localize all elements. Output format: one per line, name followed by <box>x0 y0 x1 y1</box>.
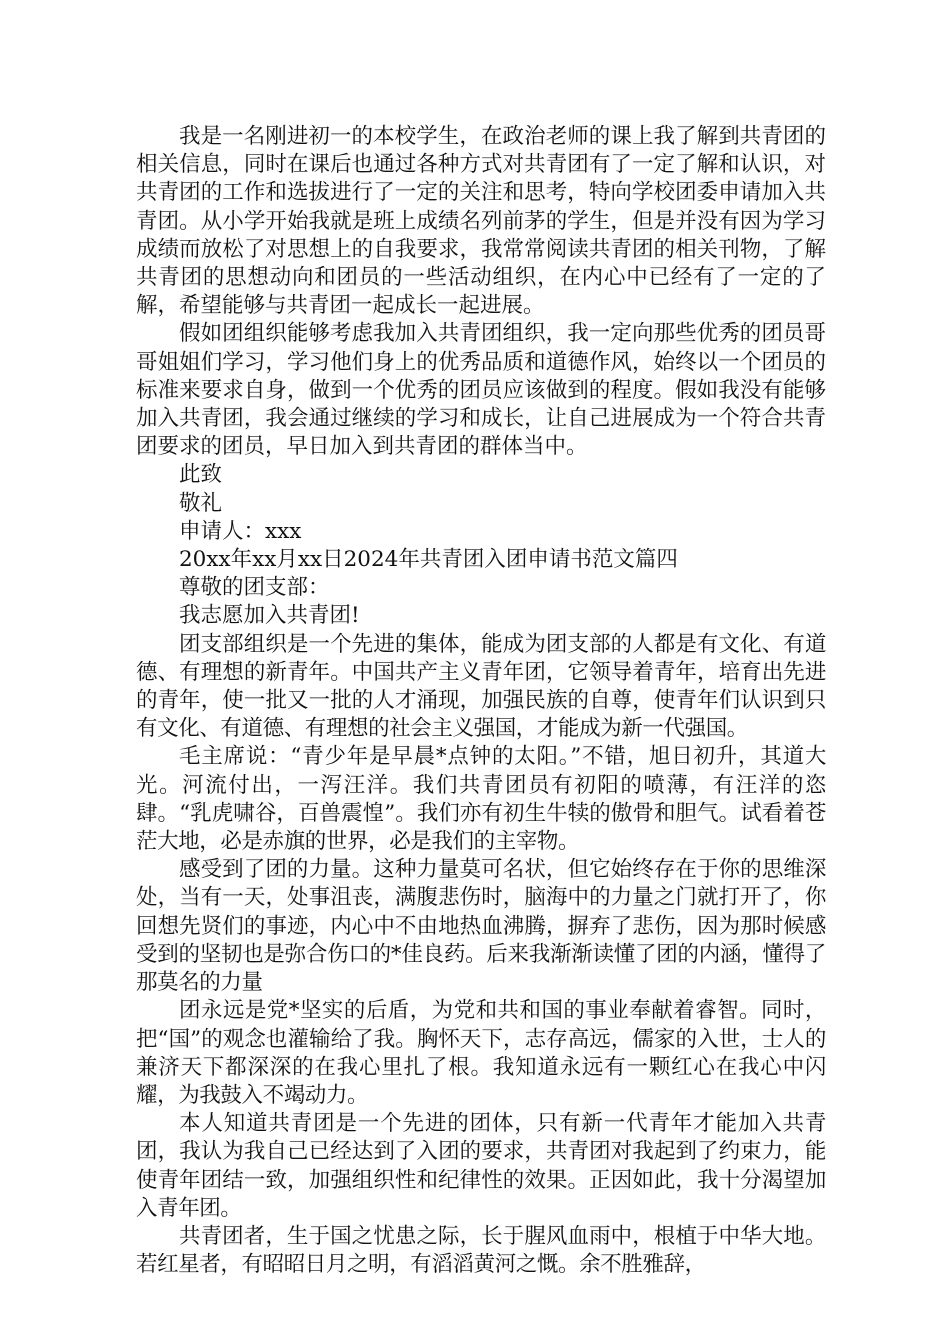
paragraph-chairman-quote: 毛主席说：“青少年是早晨*点钟的太阳。”不错，旭日初升，其道大光。河流付出，一泻汪洋。我们共青团员有初阳的喷薄，有汪洋的恣肆。“乳虎啸谷，百兽震惶”。我们亦有初生牛犊的傲骨和胆气。试看着苍茫大地，必是赤旗的世界，必是我们的主宰物。 <box>136 744 826 855</box>
letter-declaration: 我志愿加入共青团! <box>179 603 360 629</box>
closing-regards: 敬礼 <box>179 490 223 516</box>
date-and-section-title: 20xx年xx月xx日2024年共青团入团申请书范文篇四 <box>179 547 678 573</box>
paragraph-power-of-league: 感受到了团的力量。这种力量莫可名状，但它始终存在于你的思维深处，当有一天，处事沮丧，满腹悲伤时，脑海中的力量之门就打开了，你回想先贤们的事迹，内心中不由地热血沸腾，摒弃了悲伤，因为那时候感受到的坚韧也是弥合伤口的*佳良药。后来我渐渐读懂了团的内涵，懂得了那莫名的力量 <box>136 857 826 996</box>
paragraph-party-support: 团永远是党*坚实的后盾，为党和共和国的事业奉献着睿智。同时，把“国”的观念也灌输给了我。胸怀天下，志存高远，儒家的入世，士人的兼济天下都深深的在我心里扎了根。我知道永远有一颗红心在我心中闪耀，为我鼓入不竭动力。 <box>136 998 826 1108</box>
paragraph-league-origins: 共青团者，生于国之忧患之际，长于腥风血雨中，根植于中华大地。若红星者，有昭昭日月之明，有滔滔黄河之慨。余不胜雅辞， <box>136 1223 826 1278</box>
paragraph-introduction: 我是一名刚进初一的本校学生，在政治老师的课上我了解到共青团的相关信息，同时在课后也通过各种方式对共青团有了一定了解和认识，对共青团的工作和选拔进行了一定的关注和思考，特向学校团委申请加入共青团。从小学开始我就是班上成绩名列前茅的学生，但是并没有因为学习成绩而放松了对思想上的自我要求，我常常阅读共青团的相关刊物，了解共青团的思想动向和团员的一些活动组织，在内心中已经有了一定的了解，希望能够与共青团一起成长一起进展。 <box>136 124 826 319</box>
document-body <box>136 123 826 1279</box>
paragraph-self-assessment: 本人知道共青团是一个先进的团体，只有新一代青年才能加入共青团，我认为我自己已经达到了入团的要求，共青团对我起到了约束力，能使青年团结一致，加强组织性和纪律性的效果。正因如此，我十分渴望加入青年团。 <box>136 1111 826 1221</box>
applicant-signature: 申请人：xxx <box>179 518 302 544</box>
paragraph-league-branch: 团支部组织是一个先进的集体，能成为团支部的人都是有文化、有道德、有理想的新青年。中国共产主义青年团，它领导着青年，培育出先进的青年，使一批又一批的人才涌现，加强民族的自尊，使青年们认识到只有文化、有道德、有理想的社会主义强国，才能成为新一代强国。 <box>136 631 826 742</box>
paragraph-commitment: 假如团组织能够考虑我加入共青团组织，我一定向那些优秀的团员哥哥姐姐们学习，学习他们身上的优秀品质和道德作风，始终以一个团员的标准来要求自身，做到一个优秀的团员应该做到的程度。假如我没有能够加入共青团，我会通过继续的学习和成长，让自己进展成为一个符合共青团要求的团员，早日加入到共青团的群体当中。 <box>136 321 826 460</box>
closing-salutation: 此致 <box>179 462 223 488</box>
letter-greeting: 尊敬的团支部： <box>179 575 330 601</box>
